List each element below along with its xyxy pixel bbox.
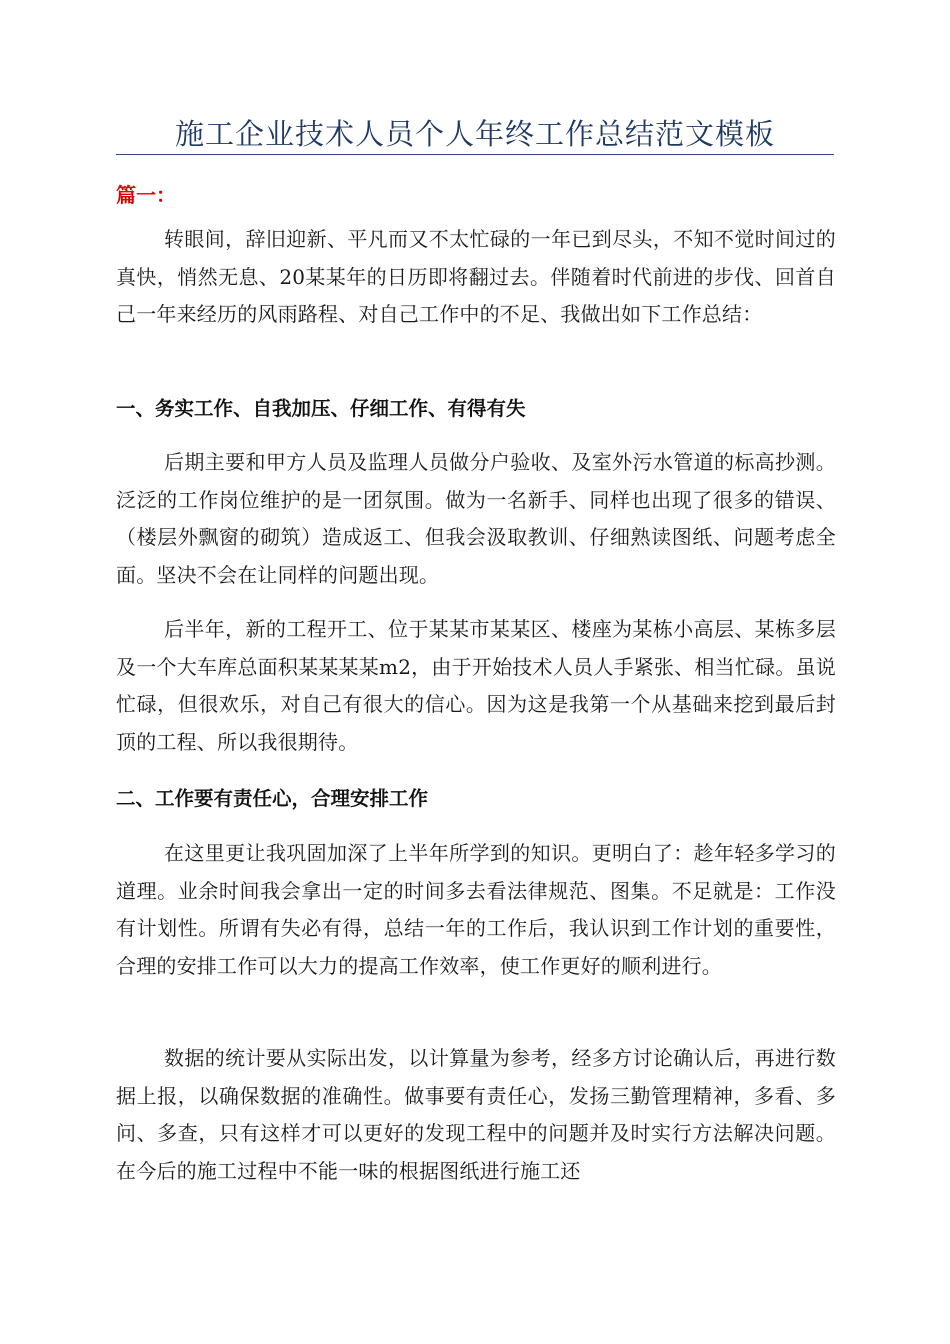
heading-1: 一、务实工作、自我加压、仔细工作、有得有失 [116,397,526,420]
document-title: 施工企业技术人员个人年终工作总结范文模板 [174,117,775,151]
intro-paragraph: 转眼间，辞旧迎新、平凡而又不太忙碌的一年已到尽头，不知不觉时间过的真快，悄然无息、20某某年的日历即将翻过去。伴随着时代前进的步伐、回首自己一年来经历的风雨路程、对自己工作中的不足、我做出如下工作总结： [116,227,836,326]
title-underline [116,154,834,155]
heading-2: 二、工作要有责任心，合理安排工作 [116,787,429,810]
section-label: 篇一： [116,183,176,207]
paragraph-2a: 在这里更让我巩固加深了上半年所学到的知识。更明白了：趁年轻多学习的道理。业余时间我会拿出一定的时间多去看法律规范、图集。不足就是：工作没有计划性。所谓有失必有得，总结一年的工作后，我认识到工作计划的重要性，合理的安排工作可以大力的提高工作效率，使工作更好的顺利进行。 [116,841,836,978]
paragraph-1b: 后半年，新的工程开工、位于某某市某某区、楼座为某栋小高层、某栋多层及一个大车库总面积某某某某m2，由于开始技术人员人手紧张、相当忙碌。虽说忙碌，但很欢乐，对自己有很大的信心。因为这是我第一个从基础来挖到最后封顶的工程、所以我很期待。 [116,617,836,754]
paragraph-2b: 数据的统计要从实际出发，以计算量为参考，经多方讨论确认后，再进行数据上报，以确保数据的准确性。做事要有责任心，发扬三勤管理精神，多看、多问、多查，只有这样才可以更好的发现工程中的问题并及时实行方法解决问题。在今后的施工过程中不能一味的根据图纸进行施工还 [116,1046,836,1183]
paragraph-1a: 后期主要和甲方人员及监理人员做分户验收、及室外污水管道的标高抄测。泛泛的工作岗位维护的是一团氛围。做为一名新手、同样也出现了很多的错误、（楼层外飘窗的砌筑）造成返工、但我会汲取教训、仔细熟读图纸、问题考虑全面。坚决不会在让同样的问题出现。 [116,450,836,587]
